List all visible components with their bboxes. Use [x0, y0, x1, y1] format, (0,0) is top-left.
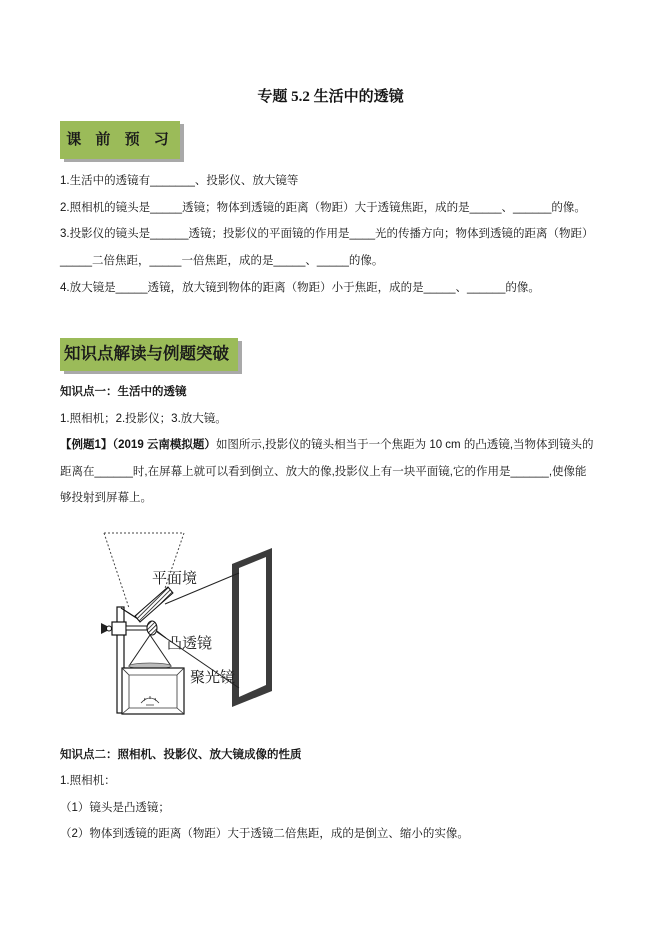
- page-title: 专题 5.2 生活中的透镜: [257, 89, 404, 105]
- point1-heading: 知识点一：生活中的透镜: [60, 386, 187, 398]
- condenser-light-cone: [129, 635, 171, 666]
- point2-heading: 知识点二：照相机、投影仪、放大镜成像的性质: [60, 749, 302, 761]
- example1-text-1: 如图所示,投影仪的镜头相当于一个焦距为 10 cm 的凸透镜,当物体到镜头的: [215, 439, 594, 451]
- example1-label: 【例题1】（2019 云南模拟题）: [60, 439, 216, 451]
- example1-line-1: [60, 437, 594, 453]
- point2-line-1: 1.照相机：: [60, 775, 116, 787]
- adjust-knob-cap: [107, 626, 112, 631]
- condenser-label: 聚光镜: [190, 668, 236, 686]
- preview-heading-box: [60, 121, 180, 159]
- convex-lens: [147, 621, 157, 635]
- point2-line-3: （2）物体到透镜的距离（物距）大于透镜二倍焦距，成的是倒立、缩小的实像。: [60, 828, 469, 840]
- preview-question-3-continued: _____二倍焦距，_____一倍焦距，成的是_____、_____的像。: [60, 255, 384, 267]
- preview-question-2: 2.照相机的镜头是_____透镜；物体到透镜的距离（物距）大于透镜焦距，成的是_____、______的像。: [60, 202, 586, 214]
- preview-question-4: 4.放大镜是_____透镜，放大镜到物体的距离（物距）小于焦距，成的是_____、______的像。: [60, 282, 540, 294]
- example1-line-3: 够投射到屏幕上。: [60, 492, 152, 504]
- preview-question-1: 1.生活中的透镜有_______、投影仪、放大镜等: [60, 175, 299, 187]
- point2-line-2: （1）镜头是凸透镜；: [60, 802, 170, 814]
- point1-text: 1.照相机；2.投影仪；3.放大镜。: [60, 413, 227, 425]
- knowledge-heading-text: 知识点解读与例题突破: [64, 345, 229, 363]
- convex-lens-leader: [157, 631, 166, 638]
- preview-heading-text: 课 前 预 习: [66, 131, 174, 148]
- convex-lens-label: 凸透镜: [167, 634, 213, 652]
- plane-mirror: [135, 587, 173, 622]
- example1-line-2: 距离在______时,在屏幕上就可以看到倒立、放大的像,投影仪上有一块平面镜,它的作用是______,使像能: [60, 466, 587, 478]
- knowledge-heading-box: [60, 338, 238, 371]
- screen-surface: [239, 557, 266, 697]
- lens-arm: [126, 626, 147, 630]
- preview-question-3: 3.投影仪的镜头是______透镜；投影仪的平面镜的作用是____光的传播方向；物体到透镜的距离（物距）: [60, 228, 594, 240]
- projector-figure: [95, 525, 280, 720]
- lens-clamp: [112, 622, 126, 635]
- mirror-label: 平面境: [152, 569, 198, 587]
